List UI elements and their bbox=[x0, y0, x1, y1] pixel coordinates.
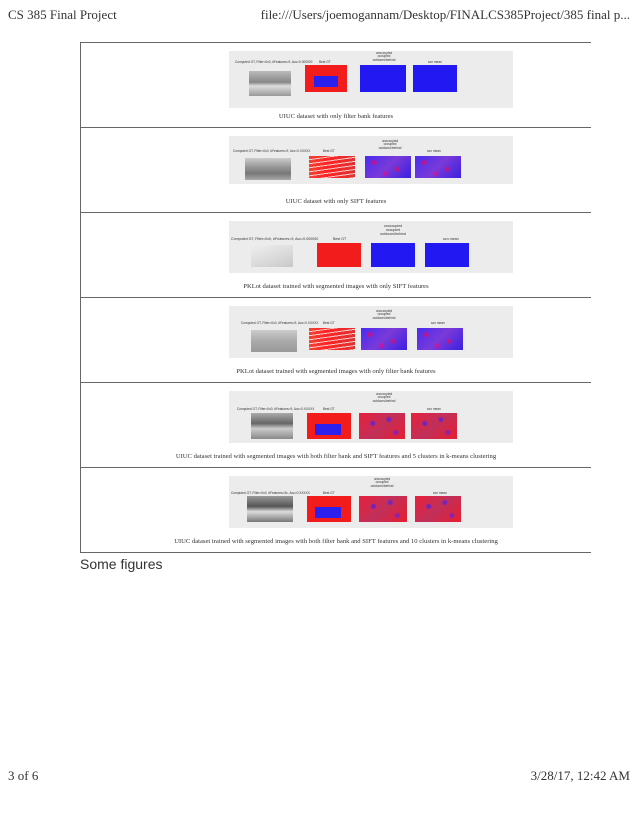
best-gt-label: Best GT bbox=[323, 491, 335, 495]
panel-title: Computed GT, Filter=0x0, #Features=9, Acc=0.000000 bbox=[235, 60, 313, 64]
scn-mean-label: scn mean bbox=[427, 149, 441, 153]
scn-mean-label: scn mean bbox=[427, 407, 441, 411]
page-url: file:///Users/joemogannam/Desktop/FINALCS385Project/385 final p... bbox=[260, 7, 630, 22]
input-photo bbox=[247, 496, 293, 522]
legend-labels: unoccupied occupied outdoors/behind bbox=[378, 139, 402, 150]
best-gt-map bbox=[309, 328, 355, 350]
figure-panel bbox=[229, 51, 513, 108]
panel-title: Computed GT, Filter=0x0, #Features=9, Acc=0.000000 bbox=[231, 237, 319, 241]
computed-map bbox=[359, 413, 405, 439]
best-gt-label: Best GT bbox=[323, 407, 335, 411]
scn-mean-map bbox=[425, 243, 469, 267]
page-indicator: 3 of 6 bbox=[8, 768, 39, 783]
best-gt-map bbox=[307, 496, 351, 522]
figure-caption: UIUC dataset trained with segmented images with both filter bank and SIFT features and 10 clusters in k-means clustering bbox=[174, 538, 498, 545]
figure-row bbox=[81, 213, 591, 298]
input-photo bbox=[251, 413, 293, 439]
figure-caption: PKLot dataset trained with segmented images with only filter bank features bbox=[236, 368, 436, 375]
computed-map bbox=[365, 156, 411, 178]
scn-mean-label: scn mean bbox=[428, 60, 442, 64]
scn-mean-map bbox=[415, 496, 461, 522]
best-gt-label: Best GT bbox=[319, 60, 331, 64]
input-photo bbox=[245, 158, 291, 180]
panel-title: Computed GT, Filter=0x0, #Features=9, Acc=0.XXXXX bbox=[233, 149, 311, 153]
print-timestamp: 3/28/17, 12:42 AM bbox=[530, 768, 630, 783]
figure-row bbox=[81, 383, 591, 468]
figure-row bbox=[81, 128, 591, 213]
section-heading: Some figures bbox=[80, 556, 163, 572]
figure-row bbox=[81, 43, 591, 128]
panel-title: Computed GT, Filter=0x0, #Features=5c, Acc=0.XXXXX bbox=[231, 491, 310, 495]
page-title: CS 385 Final Project bbox=[8, 7, 117, 22]
legend-labels: unoccupied occupied outdoors/behind bbox=[372, 51, 396, 62]
figure-row bbox=[81, 298, 591, 383]
input-photo bbox=[249, 71, 291, 96]
figure-panel bbox=[229, 136, 513, 184]
panel-title: Computed GT, Filter=0x0, #Features=9, Acc=0.XXXXX bbox=[237, 407, 315, 411]
figure-panel bbox=[229, 476, 513, 528]
figure-panel bbox=[229, 221, 513, 273]
scn-mean-label: scn mean bbox=[433, 491, 447, 495]
scn-mean-map bbox=[415, 156, 461, 178]
best-gt-map bbox=[309, 156, 355, 178]
scn-mean-label: scn mean bbox=[431, 321, 445, 325]
scn-mean-map bbox=[417, 328, 463, 350]
best-gt-label: Best GT bbox=[323, 149, 335, 153]
figure-panel bbox=[229, 391, 513, 443]
legend-labels: unoccupied occupied outdoors/behind bbox=[380, 224, 406, 236]
best-gt-map bbox=[317, 243, 361, 267]
input-photo bbox=[251, 245, 293, 267]
legend-labels: unoccupied occupied outdoors/behind bbox=[370, 477, 394, 488]
best-gt-label: Best GT bbox=[323, 321, 335, 325]
figure-panel bbox=[229, 306, 513, 358]
figure-caption: UIUC dataset trained with segmented images with both filter bank and SIFT features and 5 clusters in k-means clustering bbox=[175, 453, 497, 460]
scn-mean-map bbox=[411, 413, 457, 439]
figure-caption: UIUC dataset with only SIFT features bbox=[285, 198, 387, 205]
figures-table bbox=[80, 42, 591, 553]
best-gt-map bbox=[307, 413, 351, 439]
scn-mean-label: scn mean bbox=[443, 237, 459, 241]
legend-labels: unoccupied occupied outdoors/behind bbox=[372, 309, 396, 320]
computed-map bbox=[359, 496, 407, 522]
best-gt-map bbox=[305, 65, 347, 92]
figure-caption: UIUC dataset with only filter bank features bbox=[278, 113, 394, 120]
computed-map bbox=[360, 65, 406, 92]
figure-caption: PKLot dataset trained with segmented images with only SIFT features bbox=[243, 283, 429, 290]
figure-row bbox=[81, 468, 591, 553]
computed-map bbox=[361, 328, 407, 350]
input-photo bbox=[251, 330, 297, 352]
panel-title: Computed GT, Filter=0x0, #Features=9, Acc=0.XXXXX bbox=[241, 321, 319, 325]
scn-mean-map bbox=[413, 65, 457, 92]
best-gt-label: Best GT bbox=[333, 237, 347, 241]
legend-labels: unoccupied occupied outdoors/behind bbox=[372, 392, 396, 403]
computed-map bbox=[371, 243, 415, 267]
